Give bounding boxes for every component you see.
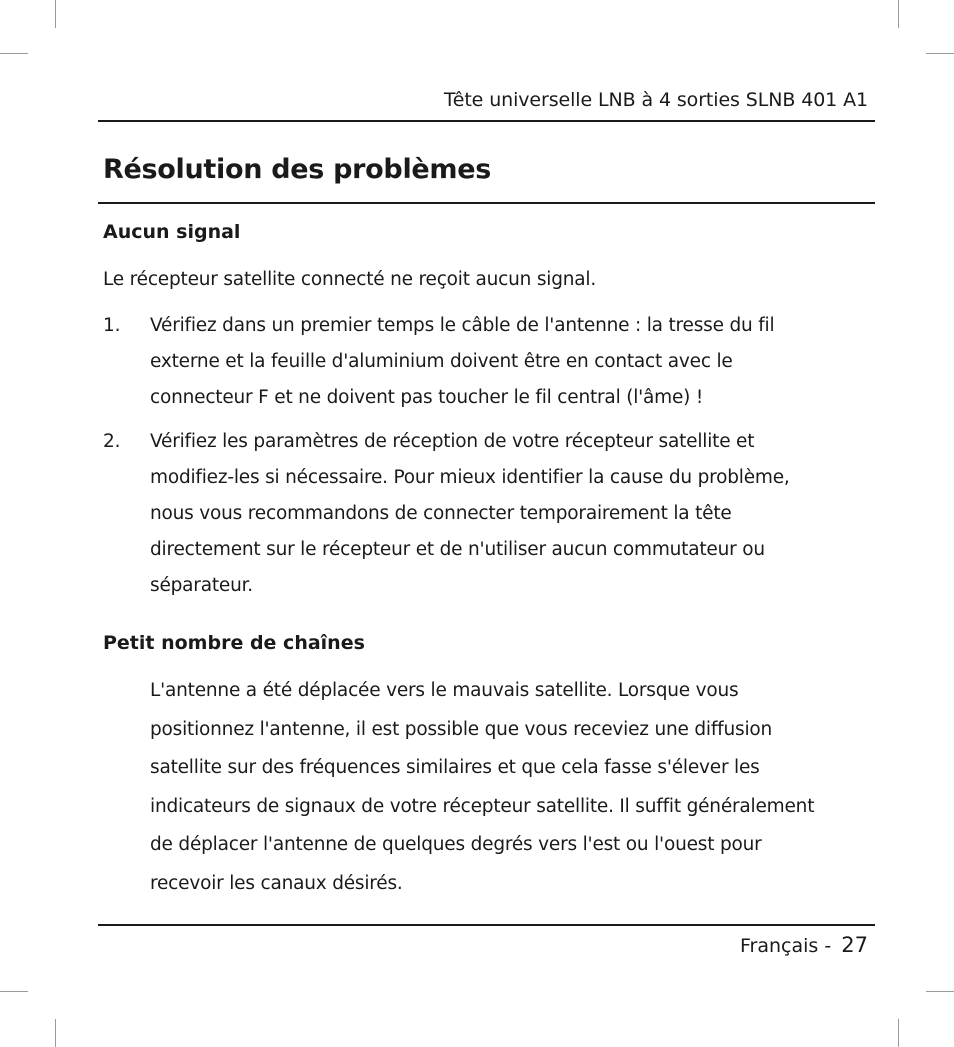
text-line: L'antenne a été déplacée vers le mauvais satellite. Lorsque vous (150, 680, 739, 701)
footer-rule (98, 924, 875, 926)
step-line: Vérifiez les paramètres de réception de votre récepteur satellite et (150, 431, 755, 452)
step-line: séparateur. (150, 575, 253, 596)
footer-language: Français (740, 935, 819, 957)
title-rule (98, 202, 875, 204)
text-line: de déplacer l'antenne de quelques degrés vers l'est ou l'ouest pour (150, 834, 762, 855)
text-line: recevoir les canaux désirés. (150, 872, 403, 894)
crop-mark (0, 991, 28, 992)
header-rule (98, 120, 875, 122)
step-number: 1. (103, 315, 121, 336)
step-text (150, 308, 774, 416)
crop-mark (926, 991, 954, 992)
crop-mark (0, 53, 28, 54)
section-title: Résolution des problèmes (103, 154, 492, 185)
no-signal-intro: Le récepteur satellite connecté ne reçoit aucun signal. (103, 269, 597, 290)
step-line: connecteur F et ne doivent pas toucher le fil central (l'âme) ! (150, 387, 704, 408)
page-footer (740, 933, 868, 957)
few-channels-text (150, 672, 814, 903)
text-line: satellite sur des fréquences similaires et que cela fasse s'élever les (150, 757, 760, 778)
step-line: nous vous recommandons de connecter temporairement la tête (150, 503, 732, 524)
running-header: Tête universelle LNB à 4 sorties SLNB 401 A1 (443, 89, 868, 111)
step-line: directement sur le récepteur et de n'utiliser aucun commutateur ou (150, 539, 765, 560)
heading-few-channels: Petit nombre de chaînes (103, 632, 365, 654)
crop-mark (55, 0, 56, 28)
step-line: externe et la feuille d'aluminium doivent être en contact avec le (150, 351, 733, 372)
crop-mark (926, 53, 954, 54)
crop-mark (55, 1019, 56, 1047)
step-number: 2. (103, 431, 121, 452)
text-line: indicateurs de signaux de votre récepteur satellite. Il suffit généralement (150, 795, 815, 817)
crop-mark (898, 1019, 899, 1047)
step-text (150, 424, 790, 604)
step-line: Vérifiez dans un premier temps le câble de l'antenne : la tresse du fil (150, 315, 775, 336)
page-number: 27 (841, 933, 868, 957)
footer-separator: - (824, 935, 832, 957)
crop-mark (898, 0, 899, 28)
step-line: modifiez-les si nécessaire. Pour mieux identifier la cause du problème, (150, 467, 790, 488)
heading-no-signal: Aucun signal (103, 221, 241, 243)
text-line: positionnez l'antenne, il est possible que vous receviez une diffusion (150, 718, 773, 740)
